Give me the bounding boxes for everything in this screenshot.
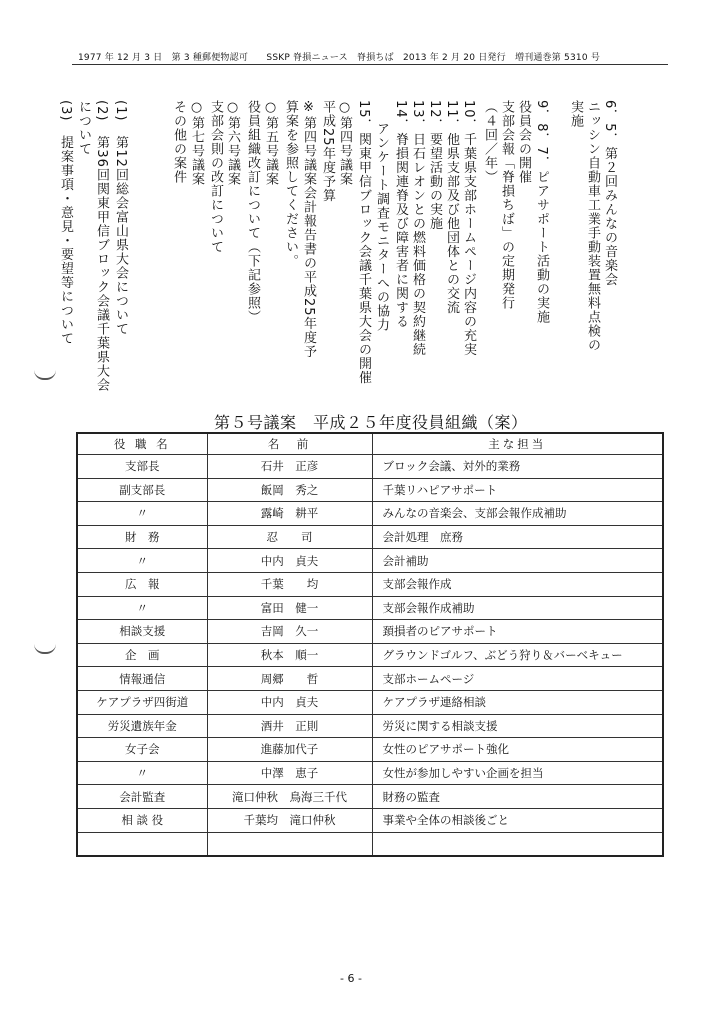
name-cell: 忍 司	[207, 525, 372, 549]
empty-cell	[207, 832, 372, 856]
duty-cell: 会計処理 庶務	[372, 525, 663, 549]
agenda-column: 9．8．7．ピアサポート活動の実施	[534, 100, 549, 324]
table-row	[77, 455, 663, 479]
duty-cell: 財務の監査	[372, 785, 663, 809]
agenda-column: 平成25年度予算	[320, 100, 335, 203]
role-cell: 情報通信	[77, 667, 207, 691]
agenda-column: 13．日石レオンとの燃料価格の契約継続	[410, 100, 425, 357]
name-cell: 千葉均 滝口仲秋	[207, 808, 372, 832]
name-cell: 酒井 正則	[207, 714, 372, 738]
agenda-column: 15．関東甲信ブロック会議千葉県大会の開催	[356, 100, 371, 385]
agenda-column: ○第七号議案	[189, 100, 204, 186]
role-cell: 会計監査	[77, 785, 207, 809]
column-header-name: 名 前	[207, 433, 372, 455]
role-cell: ケアプラザ四街道	[77, 690, 207, 714]
table-row	[77, 690, 663, 714]
table-row	[77, 738, 663, 762]
name-cell: 滝口仲秋 鳥海三千代	[207, 785, 372, 809]
punch-hole-mark	[34, 644, 56, 654]
duty-cell: 事業や全体の相談後ごと	[372, 808, 663, 832]
punch-hole-mark	[34, 370, 56, 380]
role-cell: 女子会	[77, 738, 207, 762]
officer-table	[76, 432, 664, 857]
table-row	[77, 785, 663, 809]
page-number: - 6 -	[340, 972, 362, 985]
role-cell: 企 画	[77, 643, 207, 667]
agenda-column: ○第四号議案	[337, 100, 352, 186]
table-row	[77, 525, 663, 549]
name-cell: 秋本 順一	[207, 643, 372, 667]
agenda-column: 14．脊損関連脊及び障害者に関する	[393, 100, 408, 329]
agenda-column: 実施	[568, 100, 583, 128]
agenda-column: について	[76, 100, 91, 156]
table-caption: 第５号議案 平成２５年度役員組織（案）	[214, 413, 528, 432]
name-cell: 富田 健一	[207, 596, 372, 620]
agenda-column: 支部会則の改訂について	[208, 100, 223, 254]
duty-cell: 頚損者のピアサポート	[372, 620, 663, 644]
role-cell: 〃	[77, 761, 207, 785]
agenda-column: (1) 第12回総会富山県大会について	[113, 100, 128, 336]
duty-cell: 千葉リハピアサポート	[372, 478, 663, 502]
table-row	[77, 808, 663, 832]
table-row	[77, 761, 663, 785]
duty-cell: 支部会報作成	[372, 572, 663, 596]
table-row	[77, 596, 663, 620]
role-cell: 〃	[77, 596, 207, 620]
duty-cell: 労災に関する相談支援	[372, 714, 663, 738]
name-cell: 露崎 耕平	[207, 502, 372, 526]
agenda-column: その他の案件	[171, 100, 186, 184]
name-cell: 飯岡 秀之	[207, 478, 372, 502]
table-row	[77, 572, 663, 596]
agenda-column: (2) 第36回関東甲信ブロック会議千葉県大会	[94, 100, 109, 392]
role-cell: 広 報	[77, 572, 207, 596]
role-cell: 支部長	[77, 455, 207, 479]
name-cell: 中澤 恵子	[207, 761, 372, 785]
role-cell: 〃	[77, 502, 207, 526]
agenda-column: アンケート調査モニターへの協力	[374, 122, 389, 332]
header-rule	[72, 64, 668, 65]
table-row	[77, 502, 663, 526]
name-cell: 周郷 哲	[207, 667, 372, 691]
table-empty-row	[77, 832, 663, 856]
table-row	[77, 549, 663, 573]
column-header-role: 役 職 名	[77, 433, 207, 455]
agenda-column: ○第五号議案	[263, 100, 278, 186]
agenda-column: (3) 提案事項・意見・要望等について	[58, 100, 73, 346]
duty-cell: 女性が参加しやすい企画を担当	[372, 761, 663, 785]
agenda-column: 役員組織改訂について（下記参照）	[245, 100, 260, 324]
role-cell: 財 務	[77, 525, 207, 549]
agenda-column: （４回／年）	[482, 100, 497, 184]
duty-cell: 会計補助	[372, 549, 663, 573]
table-row	[77, 643, 663, 667]
table-row	[77, 620, 663, 644]
duty-cell: グラウンドゴルフ、ぶどう狩り＆バーベキュー	[372, 643, 663, 667]
duty-cell: 支部ホームページ	[372, 667, 663, 691]
duty-cell: みんなの音楽会、支部会報作成補助	[372, 502, 663, 526]
table-row	[77, 478, 663, 502]
duty-cell: ケアプラザ連絡相談	[372, 690, 663, 714]
empty-cell	[372, 832, 663, 856]
agenda-column: 支部会報「脊損ちば」の定期発行	[499, 100, 514, 310]
empty-cell	[77, 832, 207, 856]
name-cell: 吉岡 久一	[207, 620, 372, 644]
table-row	[77, 714, 663, 738]
role-cell: 相談支援	[77, 620, 207, 644]
agenda-column: 11．他県支部及び他団体との交流	[444, 100, 459, 315]
role-cell: 労災遺族年金	[77, 714, 207, 738]
agenda-column: ※第四号議案会計報告書の平成25年度予	[301, 100, 316, 359]
agenda-column: 役員会の開催	[516, 100, 531, 184]
duty-cell: 支部会報作成補助	[372, 596, 663, 620]
table-header-row	[77, 433, 663, 455]
agenda-column: 算案を参照してください。	[283, 100, 298, 268]
name-cell: 中内 貞夫	[207, 690, 372, 714]
name-cell: 石井 正彦	[207, 455, 372, 479]
role-cell: 相 談 役	[77, 808, 207, 832]
name-cell: 進藤加代子	[207, 738, 372, 762]
agenda-column: ○第六号議案	[225, 100, 240, 186]
page-header: 1977 年 12 月 3 日 第 3 種郵便物認可 SSKP 脊損ニュース 脊損ちば 2013 年 2 月 20 日発行 増刊通巻第 5310 号	[78, 53, 601, 63]
agenda-column: 6．5．第２回みんなの音楽会	[602, 100, 617, 287]
agenda-column: ニッシン自動車工業手動装置無料点検の	[585, 100, 600, 352]
role-cell: 副支部長	[77, 478, 207, 502]
table-row	[77, 667, 663, 691]
role-cell: 〃	[77, 549, 207, 573]
duty-cell: 女性のピアサポート強化	[372, 738, 663, 762]
name-cell: 中内 貞夫	[207, 549, 372, 573]
agenda-column: 10．千葉県支部ホームページ内容の充実	[461, 100, 476, 357]
agenda-column: 12．要望活動の実施	[427, 100, 442, 231]
column-header-duty: 主な担当	[372, 433, 663, 455]
duty-cell: ブロック会議、対外的業務	[372, 455, 663, 479]
name-cell: 千葉 均	[207, 572, 372, 596]
